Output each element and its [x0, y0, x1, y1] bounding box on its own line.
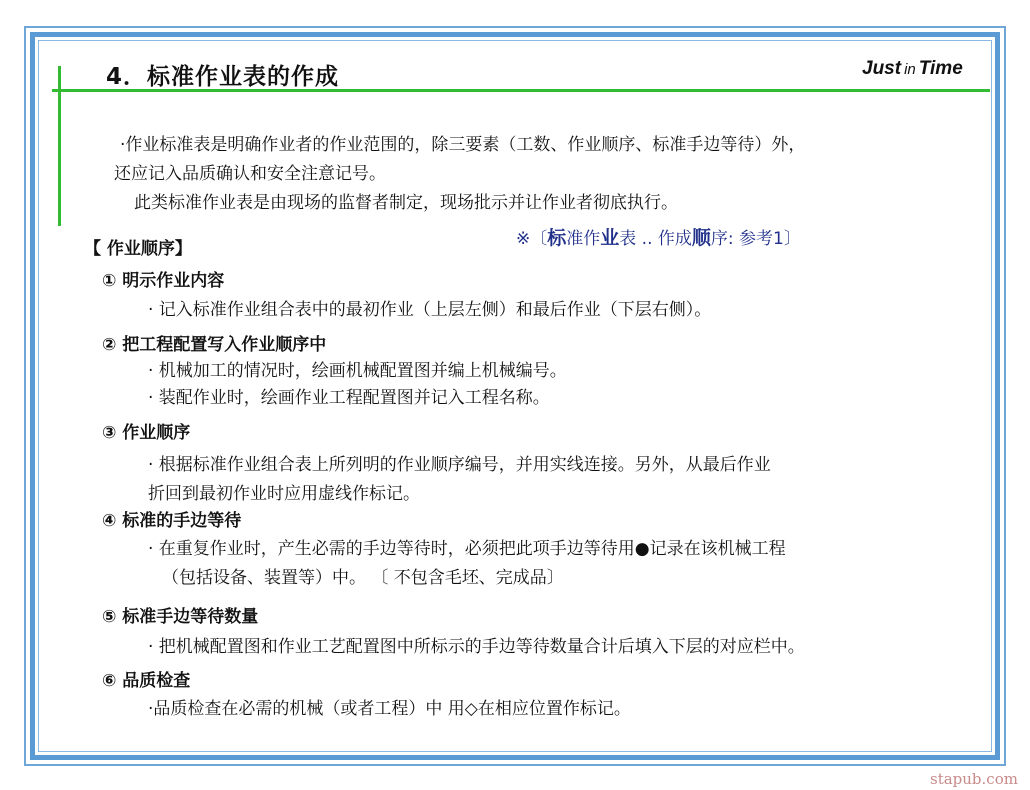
step-2-line-2: · 装配作业时，绘画作业工程配置图并记入工程名称。 [148, 388, 550, 408]
step-3-line-1: · 根据标准作业组合表上所列明的作业顺序编号，并用实线连接。另外，从最后作业 [148, 455, 771, 475]
step-6-heading: ⑥ 品质检查 [102, 671, 191, 691]
step-6-line-1: ·品质检查在必需的机械（或者工程）中 用◇在相应位置作标记。 [148, 699, 631, 719]
step-1-line-1: · 记入标准作业组合表中的最初作业（上层左侧）和最后作业（下层右侧）。 [148, 300, 712, 320]
header-vertical-rule [58, 66, 61, 226]
reference-part-2: 准作 [566, 229, 601, 249]
step-5-heading: ⑤ 标准手边等待数量 [102, 607, 259, 627]
intro-line-1: ·作业标准表是明确作业者的作业范围的，除三要素（工数、作业顺序、标准手边等待）外， [120, 135, 806, 155]
reference-part-6: 序: 参考1〕 [710, 229, 801, 249]
step-4-line-2: （包括设备、装置等）中。 〔 不包含毛坯、完成品〕 [162, 568, 564, 588]
step-4-line-1: · 在重复作业时，产生必需的手边等待时，必须把此项手边等待用●记录在该机械工程 [148, 539, 786, 559]
intro-line-3: 此类标准作业表是由现场的监督者制定，现场批示并让作业者彻底执行。 [134, 193, 678, 213]
reference-note [516, 223, 801, 250]
page-title: 4．标准作业表的作成 [106, 64, 340, 90]
reference-part-5: 顺 [691, 227, 711, 249]
reference-part-1: 标 [547, 227, 567, 249]
step-3-heading: ③ 作业顺序 [102, 423, 191, 443]
jit-time: Time [918, 58, 963, 79]
jit-label [862, 58, 963, 80]
reference-part-3: 业 [600, 227, 620, 249]
jit-in: in [904, 61, 916, 78]
section-heading: 【 作业顺序】 [84, 239, 192, 259]
step-1-heading: ① 明示作业内容 [102, 271, 225, 291]
step-5-line-1: · 把机械配置图和作业工艺配置图中所标示的手边等待数量合计后填入下层的对应栏中。 [148, 637, 805, 657]
step-4-heading: ④ 标准的手边等待 [102, 511, 242, 531]
step-2-heading: ② 把工程配置写入作业顺序中 [102, 335, 327, 355]
watermark: stapub.com [930, 770, 1018, 788]
step-3-line-2: 折回到最初作业时应用虚线作标记。 [148, 484, 420, 504]
reference-part-4: 表 .. 作成 [619, 229, 692, 249]
jit-just: Just [862, 58, 902, 79]
step-2-line-1: · 机械加工的情况时，绘画机械配置图并编上机械编号。 [148, 361, 567, 381]
intro-line-2: 还应记入品质确认和安全注意记号。 [114, 164, 386, 184]
reference-prefix: ※〔 [516, 229, 548, 249]
